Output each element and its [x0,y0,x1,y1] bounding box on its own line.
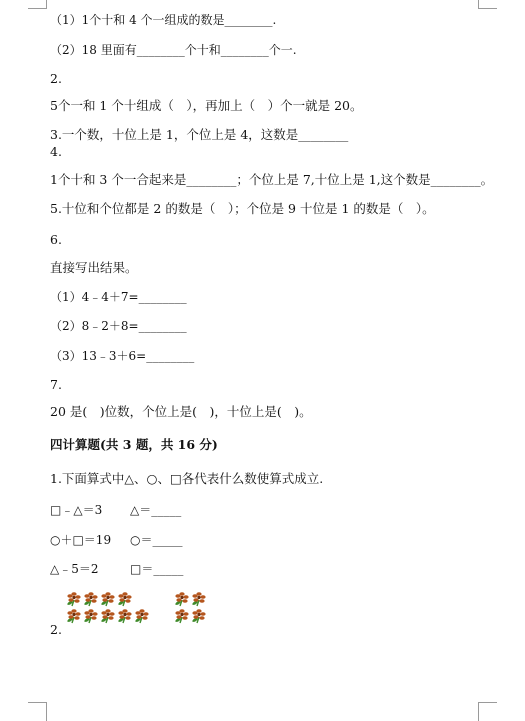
flower-icon [100,608,116,624]
equation-3-right: □＝_____ [130,562,184,576]
flower-icon [83,591,99,607]
flower-group-right-row-1 [174,591,207,607]
question-4-text: 1个十和 3 个一合起来是________；个位上是 7,十位上是 1,这个数是________。 [50,172,494,187]
question-7-heading: 7. [50,377,62,392]
equation-1-left: □﹣△＝3 [50,503,103,517]
question-2-text: 5个一和 1 个十组成（ ），再加上（ ）个一就是 20。 [50,98,363,113]
page-corner-mark [28,702,47,721]
page-corner-mark [28,0,47,9]
flower-icon [191,591,207,607]
equation-2-left: ○＋□＝19 [50,533,112,547]
flower-icon [117,591,133,607]
question-5-text: 5.十位和个位都是 2 的数是（ ）；个位是 9 十位是 1 的数是（ ）。 [50,201,435,216]
flower-group-left-row-1 [66,591,133,607]
question-3-text: 3.一个数，十位上是 1，个位上是 4，这数是________ [50,127,349,142]
flower-icon [134,608,150,624]
equation-3-left: △﹣5＝2 [50,562,99,576]
calc-question-1-text: 1.下面算式中△、○、□各代表什么数使算式成立. [50,471,324,486]
flower-icon [100,591,116,607]
question-4-heading: 4. [50,144,62,159]
section-4-heading: 四计算题(共 3 题，共 16 分) [50,437,218,452]
equation-2-right: ○＝_____ [130,533,183,547]
question-6-item-2: （2）8﹣2＋8=________ [50,319,187,333]
page-corner-mark [478,702,497,721]
equation-1-right: △＝_____ [130,503,182,517]
flower-icon [83,608,99,624]
flower-icon [174,591,190,607]
question-2-heading: 2. [50,71,62,86]
question-6-title: 直接写出结果。 [50,260,138,275]
flower-group-left-row-2 [66,608,150,624]
flower-icon [174,608,190,624]
flower-icon [66,608,82,624]
flower-icon [66,591,82,607]
question-7-text: 20 是( )位数，个位上是( )，十位上是( )。 [50,404,312,419]
flower-group-right-row-2 [174,608,207,624]
flower-icon [191,608,207,624]
page-corner-mark [478,0,497,9]
question-6-item-3: （3）13﹣3＋6=________ [50,349,195,363]
question-1-part-1: （1）1个十和 4 个一组成的数是________. [50,13,277,27]
question-6-item-1: （1）4﹣4＋7=________ [50,290,187,304]
question-1-part-2: （2）18 里面有________个十和________个一. [50,43,297,57]
calc-question-2-heading: 2. [50,622,62,637]
question-6-heading: 6. [50,232,62,247]
flower-icon [117,608,133,624]
